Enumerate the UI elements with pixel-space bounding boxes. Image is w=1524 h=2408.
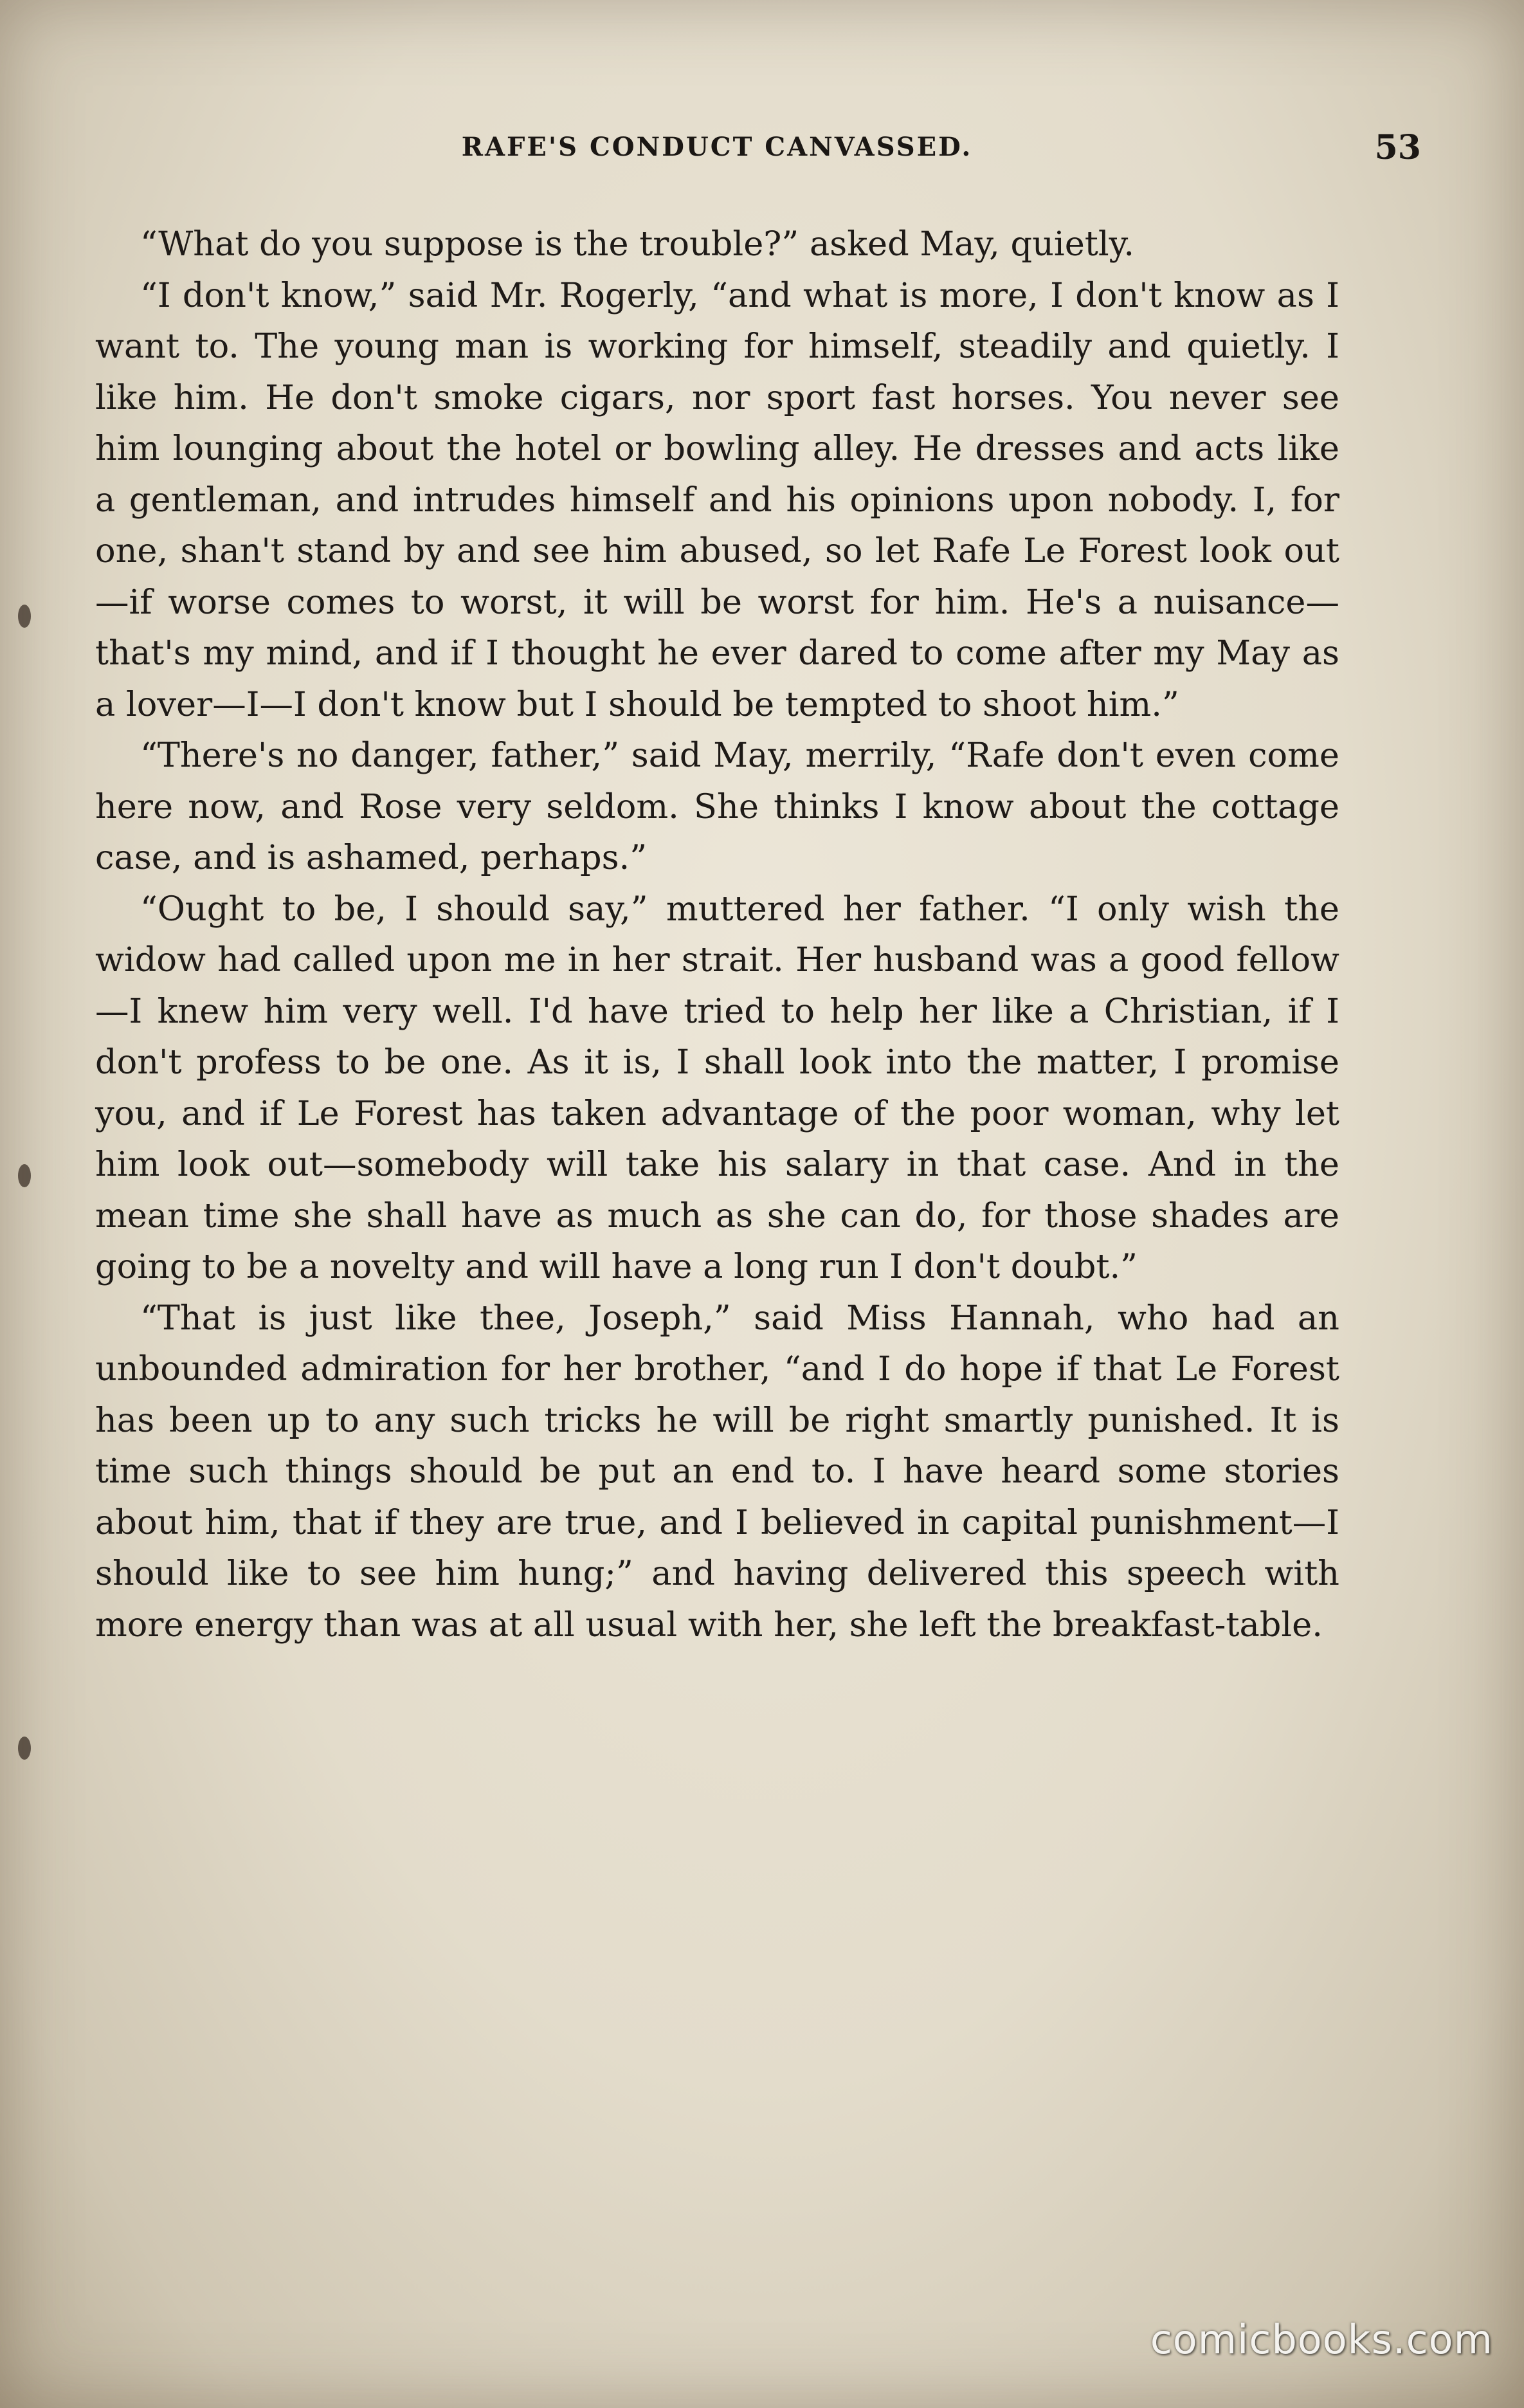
body-text xyxy=(95,219,1339,1650)
chapter-running-title: RAFE'S CONDUCT CANVASSED. xyxy=(461,132,973,162)
paragraph: “That is just like thee, Joseph,” said Miss Hannah, who had an unbounded admiration for her brother, “and I do hope if that Le Forest has been up to any such tricks he will be right smartly punished. It is time such things should be put an end to. I have heard some stories about him, that if they are true, and I believed in capital punishment—I should like to see him hung;” and having delivered this speech with more energy than was at all usual with her, she left the breakfast-table. xyxy=(95,1298,1339,1645)
binding-hole xyxy=(18,1164,31,1187)
binding-hole xyxy=(18,1737,31,1760)
site-watermark: comicbooks.com xyxy=(1150,2316,1493,2363)
paragraph: “What do you suppose is the trouble?” asked May, quietly. xyxy=(140,224,1135,264)
paragraph: “I don't know,” said Mr. Rogerly, “and what is more, I don't know as I want to. The young man is working for himself, steadily and quietly. I like him. He don't smoke cigars, nor sport fast horses. You never see him lounging about the hotel or bowling alley. He dresses and acts like a gentleman, and intrudes himself and his opinions upon nobody. I, for one, shan't stand by and see him abused, so let Rafe Le Forest look out—if worse comes to worst, it will be worst for him. He's a nuisance—that's my mind, and if I thought he ever dared to come after my May as a lover—I—I don't know but I should be tempted to shoot him.” xyxy=(95,275,1339,724)
binding-hole xyxy=(18,605,31,628)
page-number: 53 xyxy=(1374,128,1421,167)
running-head xyxy=(96,128,1421,177)
paragraph: “There's no danger, father,” said May, merrily, “Rafe don't even come here now, and Rose very seldom. She thinks I know about the cottage case, and is ashamed, perhaps.” xyxy=(95,736,1339,877)
paragraph: “Ought to be, I should say,” muttered her father. “I only wish the widow had called upon me in her strait. Her husband was a good fellow—I knew him very well. I'd have tried to help her like a Christian, if I don't profess to be one. As it is, I shall look into the matter, I promise you, and if Le Forest has taken advantage of the poor woman, why let him look out—somebody will take his salary in that case. And in the mean time she shall have as much as she can do, for those shades are going to be a novelty and will have a long run I don't doubt.” xyxy=(95,889,1339,1286)
